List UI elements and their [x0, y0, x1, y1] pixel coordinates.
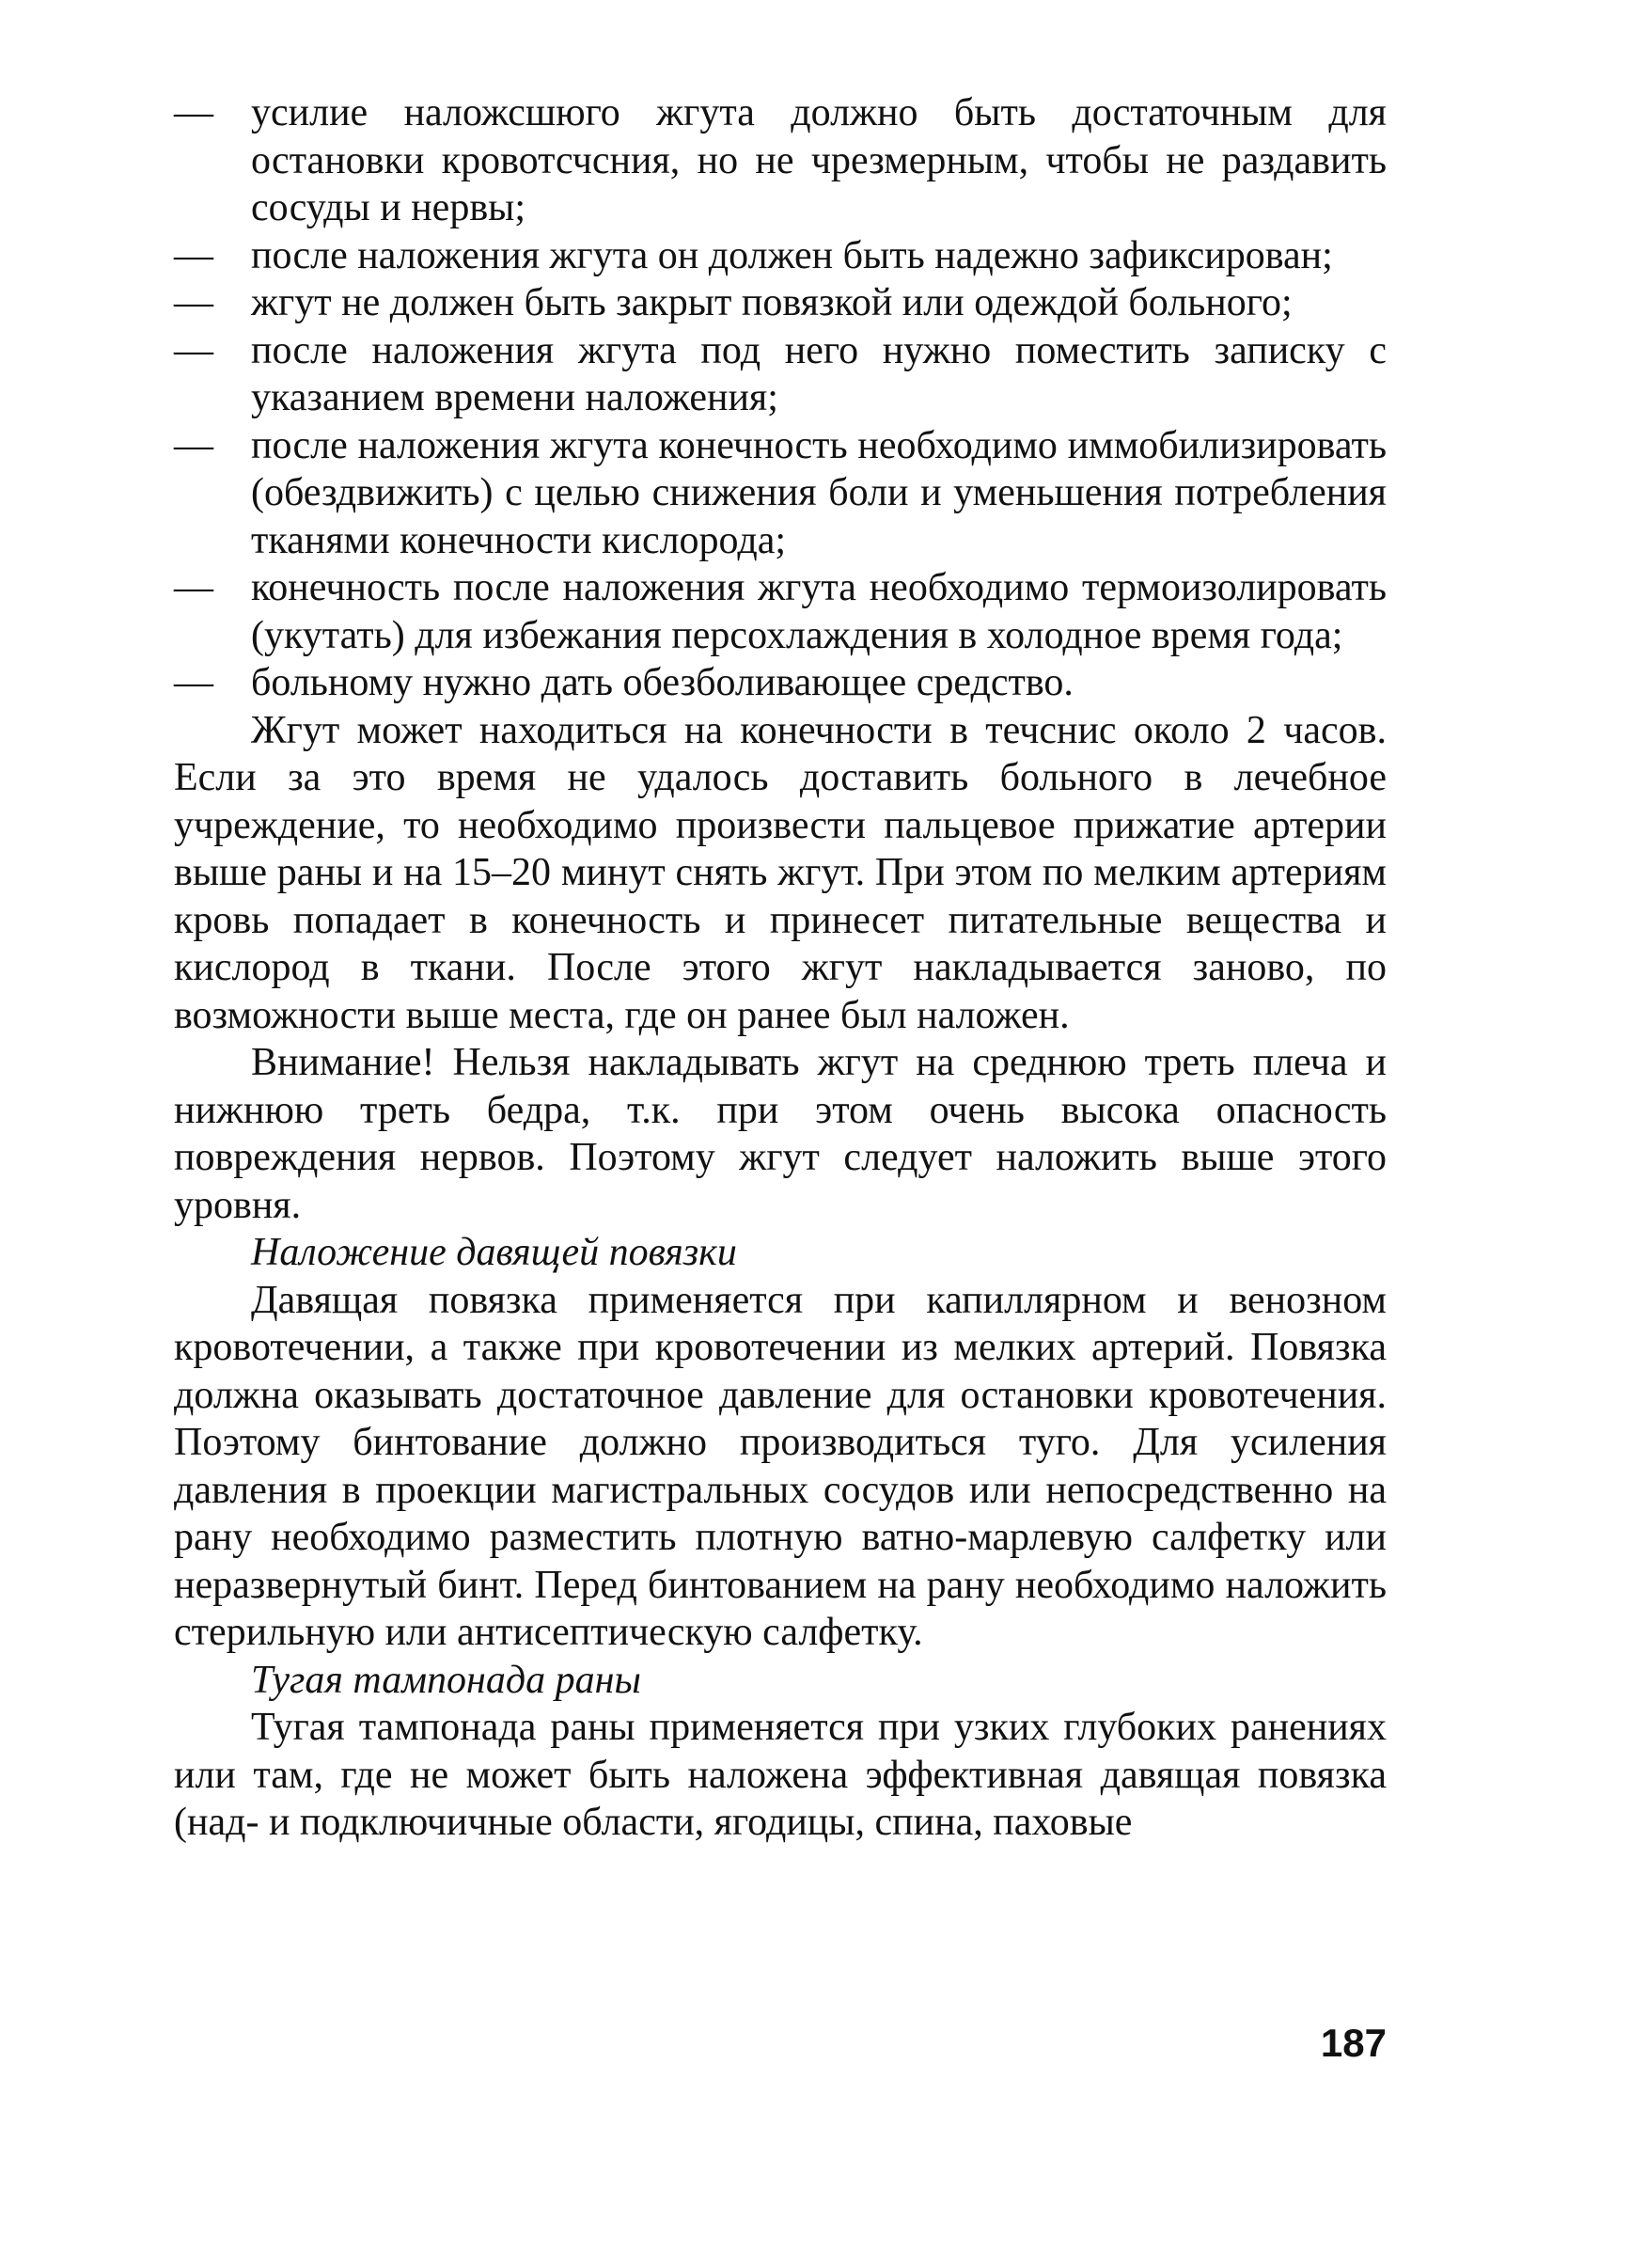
bullet-dash: — [174, 281, 213, 324]
bullet-item [174, 279, 1387, 327]
bullet-item [174, 659, 1387, 707]
bullet-item [174, 327, 1387, 422]
bullet-text: усилие наложсшюго жгута должно быть достаточным для остановки кровотсчсния, но не чрезмерным, чтобы не раздавить сосуды и нервы; [251, 91, 1387, 229]
bullet-dash: — [174, 328, 213, 372]
bullet-dash: — [174, 566, 213, 609]
bullet-item [174, 422, 1387, 565]
warning-paragraph: Внимание! Нельзя накладывать жгут на среднюю треть плеча и нижнюю треть бедра, т.к. при этом очень высока опасность повреждения нервов. Поэтому жгут следует наложить выше этого уровня. [174, 1041, 1387, 1227]
bullet-dash: — [174, 233, 213, 277]
page-body [174, 89, 1387, 1847]
section-heading-wound-packing: Тугая тампонада раны [251, 1658, 641, 1702]
bullet-dash: — [174, 661, 213, 704]
bullet-text: жгут не должен быть закрыт повязкой или одеждой больного; [251, 281, 1293, 324]
bullet-text: после наложения жгута он должен быть надежно зафиксирован; [251, 233, 1333, 277]
wound-packing-paragraph: Тугая тампонада раны применяется при узких глубоких ранениях или там, где не может быть наложена эффективная давящая повязка (над- и подключичные области, ягодицы, спина, паховые [174, 1706, 1387, 1844]
bullet-text: после наложения жгута конечность необходимо иммобилизировать (обездвижить) с целью снижения боли и уменьшения потребления тканями конечности кислорода; [251, 423, 1387, 562]
bullet-text: конечность после наложения жгута необходимо термоизолировать (укутать) для избежания персохлаждения в холодное время года; [251, 566, 1387, 657]
pressure-bandage-paragraph: Давящая повязка применяется при капиллярном и венозном кровотечении, а также при кровотечении из мелких артерий. Повязка должна оказывать достаточное давление для остановки кровотечения. Поэтому бинтование должно производиться туго. Для усиления давления в проекции магистральных сосудов или непосредственно на рану необходимо разместить плотную ватно-марлевую салфетку или неразвернутый бинт. Перед бинтованием на рану необходимо наложить стерильную или антисептическую салфетку. [174, 1278, 1387, 1654]
bullet-text: после наложения жгута под него нужно поместить записку с указанием времени наложения; [251, 328, 1387, 419]
bullet-dash: — [174, 423, 213, 467]
bullet-list [174, 89, 1387, 707]
bullet-item [174, 89, 1387, 232]
section-heading-pressure-bandage: Наложение давящей повязки [251, 1231, 737, 1274]
bullet-item [174, 232, 1387, 280]
bullet-item [174, 564, 1387, 659]
bullet-text: больному нужно дать обезболивающее средство. [251, 661, 1074, 704]
bullet-dash: — [174, 91, 213, 134]
tourniquet-duration-paragraph: Жгут может находиться на конечности в течснис около 2 часов. Если за это время не удалось доставить больного в лечебное учреждение, то необходимо произвести пальцевое прижатие артерии выше раны и на 15–20 минут снять жгут. При этом по мелким артериям кровь попадает в конечность и принесет питательные вещества и кислород в ткани. После этого жгут накладывается заново, по возможности выше места, где он ранее был наложен. [174, 708, 1387, 1037]
page-number: 187 [1320, 2021, 1387, 2065]
